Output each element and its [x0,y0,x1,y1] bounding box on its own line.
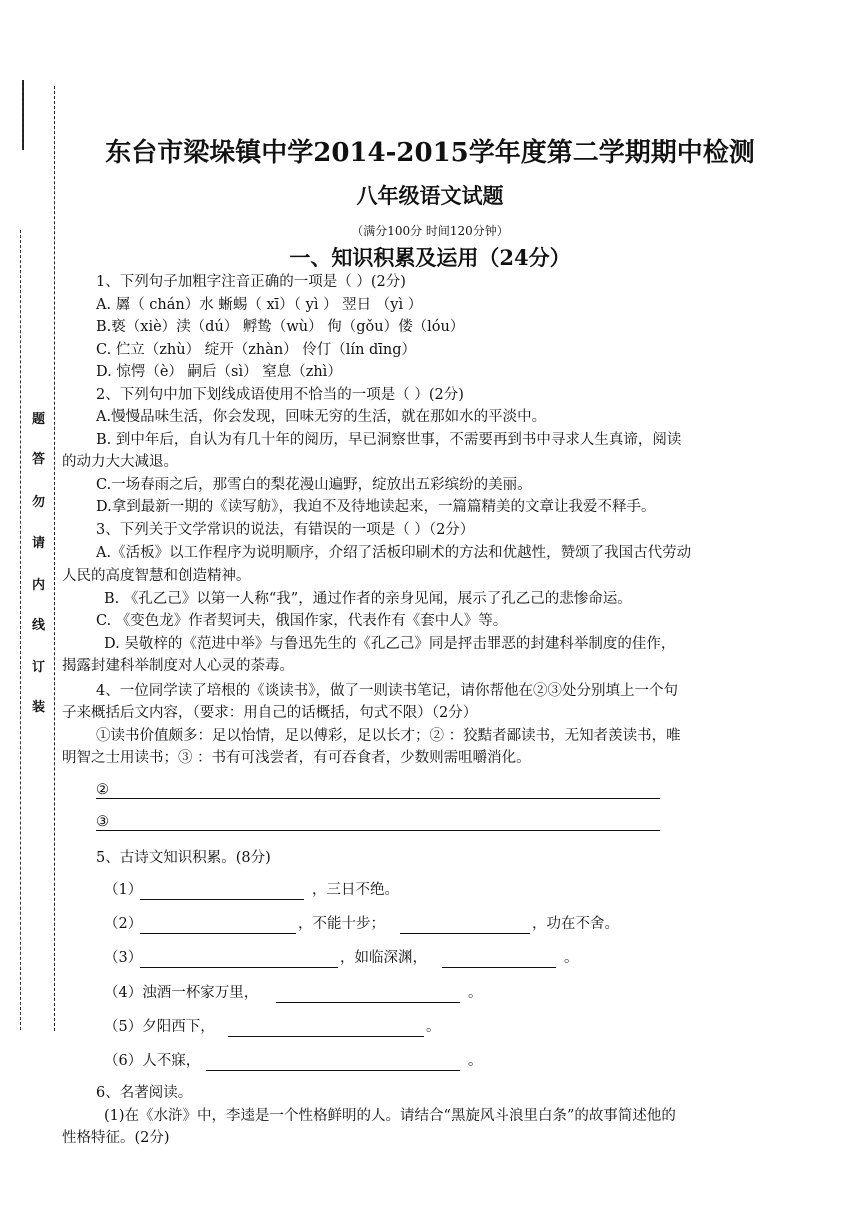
subject-title: 八年级语文试题 [356,183,504,208]
binding-word: 内 [32,578,46,593]
q5-item2-blank2[interactable] [400,932,530,934]
q5-item6-after: 。 [468,1053,483,1069]
binding-word: 请 [32,536,46,551]
q4-note-line2: 明智之士用读书；③ ：书有可浅尝者，有可吞食者，少数则需咀嚼消化。 [62,750,531,766]
q5-item4-num: （4）浊酒一杯家万里， [104,985,259,1001]
q4-stem-line2: 子来概括后文内容，（要求：用自己的话概括，句式不限）（2分） [62,705,478,721]
q5-item6-num: （6）人不寐， [104,1053,201,1069]
section-title: 一、知识积累及运用（24分） [289,245,571,270]
q2-option-b-line2: 的动力大大减退。 [62,454,178,470]
q3-option-a-line2: 人民的高度智慧和创造精神。 [62,568,251,584]
q1-option-b: B.亵（xiè）渎（dú） 孵鸷（wù） 佝（gǒu）偻（lóu） [96,319,465,335]
q5-item1-num: （1） [104,882,143,898]
exam-info: （满分100分 时间120分钟） [351,224,509,238]
binding-word: 答 [32,452,46,467]
q2-option-b-line1: B. 到中年后，自认为有几十年的阅历，早已洞察世事，不需要再到书中寻求人生真谛，阅读 [96,432,682,448]
q3-stem: 3、下列关于文学常识的说法，有错误的一项是（ ）（2分） [96,522,475,538]
binding-word: 题 [32,412,46,427]
q5-stem: 5、古诗文知识积累。(8分) [96,850,271,866]
q5-item5-after: 。 [426,1019,441,1035]
q6-sub1-line1: (1)在《水浒》中，李逵是一个性格鲜明的人。请结合“黑旋风斗浪里白条”的故事简述他的 [104,1108,676,1124]
q4-answer-line-2[interactable] [96,797,660,799]
q6-sub1-line2: 性格特征。(2分) [62,1130,170,1146]
q4-answer-line-3[interactable] [96,829,660,831]
q6-stem: 6、名著阅读。 [96,1085,193,1101]
q5-item3-blank1[interactable] [140,966,338,968]
q5-item6-blank[interactable] [206,1069,460,1071]
q3-option-a-line1: A.《活板》以工作程序为说明顺序，介绍了活板印刷术的方法和优越性，赞颂了我国古代劳动 [96,545,692,561]
q2-stem: 2、下列句中加下划线成语使用不恰当的一项是（ ）(2分) [96,387,464,403]
q4-stem-line1: 4、一位同学读了培根的《谈读书》，做了一则读书笔记，请你帮他在②③处分别填上一个句 [96,683,678,699]
q2-option-a: A.慢慢品味生活，你会发现，回味无穷的生活，就在那如水的平淡中。 [96,409,547,425]
q5-item3-blank2[interactable] [442,966,556,968]
q1-option-d: D. 惊愕（è） 嗣后（sì） 窒息（zhì） [96,364,342,380]
q5-item5-num: （5）夕阳西下， [104,1019,215,1035]
q5-item2-blank1[interactable] [140,932,296,934]
q2-option-d: D.拿到最新一期的《读写舫》，我迫不及待地读起来，一篇篇精美的文章让我爱不释手。 [96,499,656,515]
q1-option-a: A. 羼（ chán）水 蜥蜴（ xī）（ yì ） 翌日 （yì ） [96,297,423,313]
q5-item1-after: ，三日不绝。 [312,882,399,898]
q4-blank2-label: ② [96,782,109,798]
q5-item3-num: （3） [104,950,143,966]
binding-outer-line [20,230,21,1030]
binding-word: 装 [32,700,46,715]
q5-item5-blank[interactable] [228,1035,424,1037]
q5-item1-blank[interactable] [140,898,304,900]
q3-option-d-line2: 揭露封建科举制度对人心灵的荼毒。 [62,658,294,674]
q4-blank3-label: ③ [96,814,109,830]
q4-note-line1: ①读书价值颇多：足以怡情，足以傅彩，足以长才；② ：狡黠者鄙读书，无知者羡读书，唯 [96,728,681,744]
binding-word: 订 [32,660,46,675]
binding-word: 线 [32,618,46,633]
q5-item4-blank[interactable] [276,1001,460,1003]
q5-item3-mid: ，如临深渊， [340,950,427,966]
school-title: 东台市梁垛镇中学2014-2015学年度第二学期期中检测 [105,138,755,168]
q3-option-b: B. 《孔乙己》以第一人称“我”，通过作者的亲身见闻，展示了孔乙己的悲惨命运。 [104,591,632,607]
q5-item2-mid: ，不能十步； [298,916,385,932]
q5-item2-after: ，功在不舍。 [532,916,619,932]
q3-option-c: C. 《变色龙》作者契诃夫，俄国作家，代表作有《套中人》等。 [96,613,508,629]
binding-word: 勿 [32,495,46,510]
q5-item3-after: 。 [564,950,579,966]
q3-option-d-line1: D. 吴敬梓的《范进中举》与鲁迅先生的《孔乙己》同是抨击罪恶的封建科举制度的佳作， [104,636,676,652]
q2-option-c: C.一场春雨之后，那雪白的梨花漫山遍野，绽放出五彩缤纷的美丽。 [96,477,532,493]
q5-item2-num: （2） [104,916,143,932]
q5-item4-after: 。 [468,985,483,1001]
q1-option-c: C. 伫立（zhù） 绽开（zhàn） 伶仃（lín dīng） [96,342,417,358]
q1-stem: 1、下列句子加粗字注音正确的一项是（ ）(2分) [96,274,406,290]
